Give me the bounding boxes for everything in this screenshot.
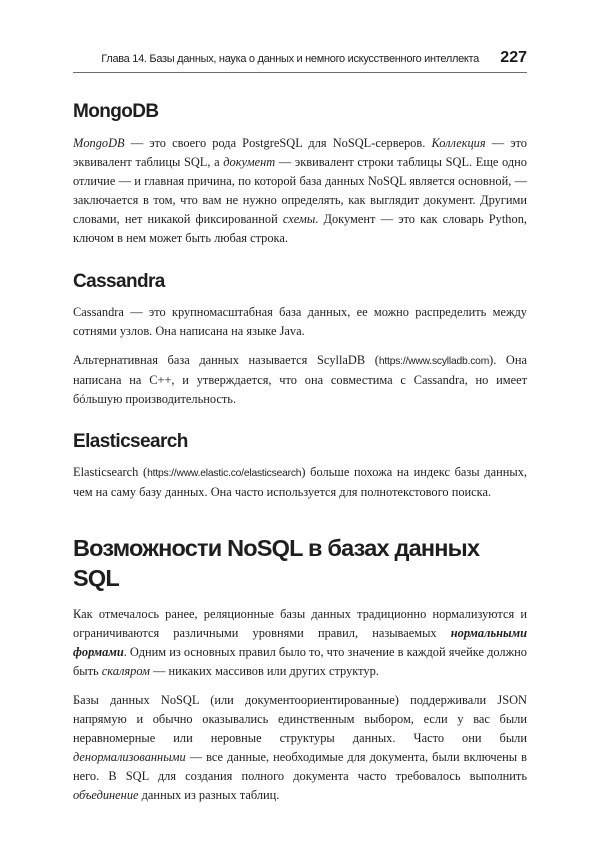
page-content — [73, 100, 527, 805]
term-schema: схемы — [282, 212, 316, 226]
paragraph-mongodb — [73, 134, 527, 248]
paragraph-nosql-2 — [73, 691, 527, 805]
paragraph-cassandra-2 — [73, 351, 527, 409]
section-heading-cassandra: Cassandra — [73, 271, 165, 292]
link-elastic[interactable]: https://www.elastic.co/elasticsearch — [147, 468, 302, 479]
text-run: ). Она написана на C++, и утверждается, что она совместима с Cassandra, но имеет бóльшую производительность. — [73, 353, 527, 406]
running-header — [73, 50, 527, 73]
section-heading-elasticsearch: Elasticsearch — [73, 431, 188, 452]
paragraph-nosql-1 — [73, 605, 527, 681]
text-run: — все данные, необходимые для документа, были включены в него. В SQL для создания полного документа часто требовалось выполнить — [73, 750, 527, 783]
text-run: ) больше похожа на индекс базы данных, чем на саму базу данных. Она часто используется для полнотекстового поиска. — [73, 465, 527, 499]
running-title: Глава 14. Базы данных, наука о данных и немного искусственного интеллекта — [101, 53, 479, 65]
term-scalar: скаляром — [101, 664, 150, 678]
text-run: . Одним из основных правил было то, что значение в каждой ячейке должно быть — [73, 645, 527, 678]
paragraph-cassandra-1: Cassandra — это крупномасштабная база данных, ее можно распределить между сотнями узлов. Она написана на языке Java. — [73, 305, 527, 338]
section-heading-mongodb: MongoDB — [73, 101, 159, 122]
term-mongodb: MongoDB — [73, 136, 125, 150]
term-normal-forms: нормальными формами — [73, 626, 527, 659]
term-collection: Коллекция — [431, 136, 486, 150]
link-scylladb[interactable]: https://www.scylladb.com — [378, 356, 490, 367]
text-run: — эквивалент строки таблицы SQL. Еще одно отличие — и главная причина, по которой база данных NoSQL является основной, — заключается в том, что вам не нужно определять, как выглядит документ. Другими словами, нет никакой фиксированной — [73, 155, 527, 226]
page-number: 227 — [500, 49, 527, 66]
text-run: данных из разных таблиц. — [138, 788, 280, 802]
text-run: — никаких массивов или других структур. — [149, 664, 379, 678]
term-denormalized: денормализованными — [73, 750, 186, 764]
section-heading-nosql-in-sql: Возможности NoSQL в базах данных SQL — [73, 535, 480, 591]
text-run: . Документ — это как словарь Python, ключом в нем может быть любая строка. — [73, 212, 527, 245]
text-run: — это своего рода PostgreSQL для NoSQL-серверов. — [124, 136, 432, 150]
text-run: Как отмечалось ранее, реляционные базы данных традиционно нормализуются и ограничиваются различными уровнями правил, называемых — [73, 607, 527, 640]
text-run: Альтернативная база данных называется ScyllaDB ( — [73, 353, 379, 367]
term-join: объединение — [73, 788, 139, 802]
text-run: Elasticsearch ( — [73, 465, 148, 479]
text-run: — это эквивалент таблицы SQL, а — [73, 136, 527, 169]
term-document: документ — [223, 155, 276, 169]
paragraph-elasticsearch — [73, 463, 527, 502]
text-run: Базы данных NoSQL (или документоориентированные) поддерживали JSON напрямую и обычно оказывались единственным выбором, если у вас были неравномерные или неровные структуры данных. Часто они были — [73, 693, 527, 745]
